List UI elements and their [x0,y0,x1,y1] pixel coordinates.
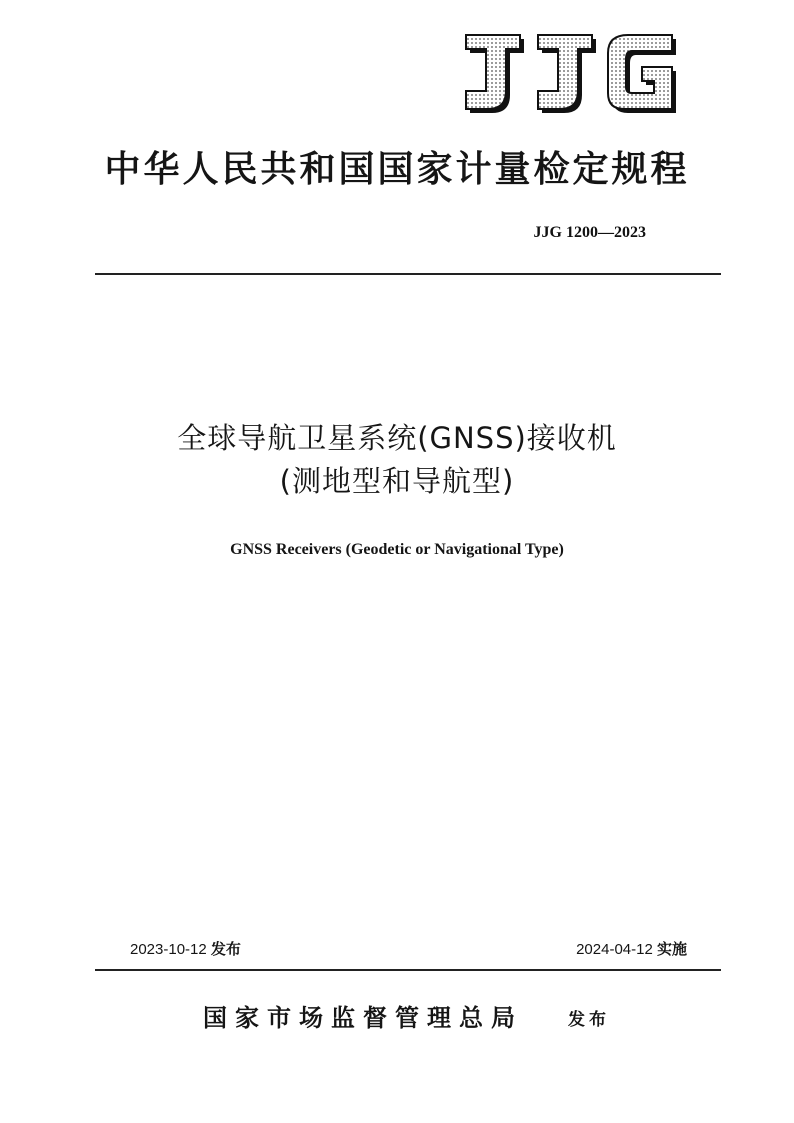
document-subtitle: (测地型和导航型) [279,464,515,498]
jjg-logo [462,33,680,117]
issuer-name: 国家市场监督管理总局 [203,1003,523,1032]
implement-label: 实施 [656,940,687,958]
issue-date: 2023-10-12 [130,941,207,958]
issuer-suffix: 发布 [568,1010,610,1030]
document-title: 全球导航卫星系统(GNSS)接收机 [177,421,617,455]
bottom-divider [95,969,721,971]
issue-label: 发布 [210,940,241,958]
top-divider [95,273,721,275]
jjg-logo-graphic [462,33,680,117]
implement-date-line [576,939,687,960]
issue-date-line [130,939,241,960]
page-title: 中华人民共和国国家计量检定规程 [104,149,690,190]
implement-date: 2024-04-12 [576,941,653,958]
english-title: GNSS Receivers (Geodetic or Navigational Type) [230,541,564,558]
standard-number: JJG 1200—2023 [533,224,646,241]
